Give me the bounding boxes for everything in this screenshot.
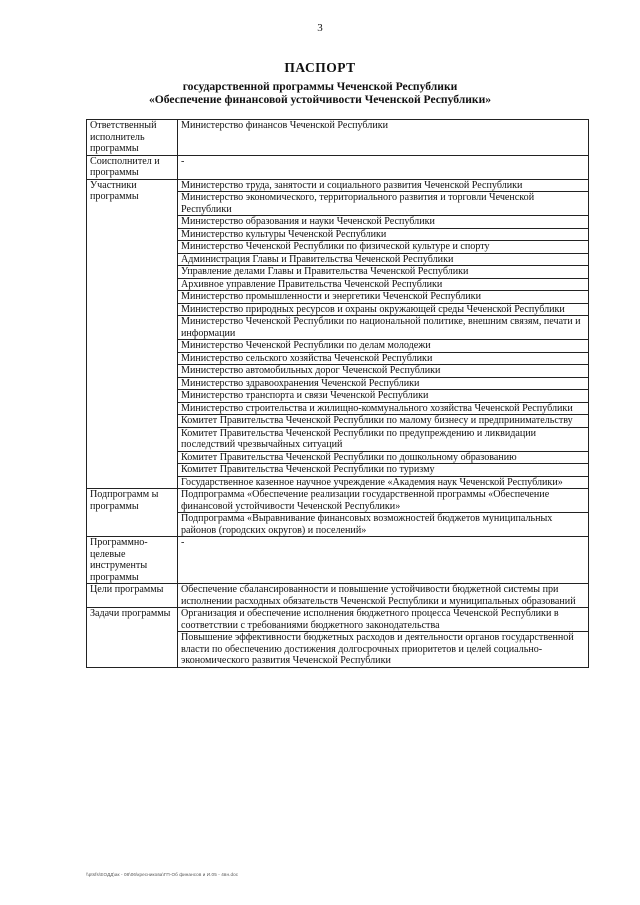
section-item: Комитет Правительства Чеченской Республики по дошкольному образованию — [178, 451, 589, 464]
section-label: Ответственный исполнитель программы — [87, 120, 178, 156]
section-item: Организация и обеспечение исполнения бюджетного процесса Чеченской Республики в соответствии с требованиями бюджетного законодательства — [178, 608, 589, 632]
passport-table — [86, 119, 589, 668]
section-label: Цели программы — [87, 584, 178, 608]
table-row — [87, 155, 589, 179]
table-row — [87, 537, 589, 584]
section-label: Участники программы — [87, 179, 178, 489]
section-label: Задачи программы — [87, 608, 178, 668]
section-item: Министерство образования и науки Чеченской Республики — [178, 216, 589, 229]
subtitle-line-1: государственной программы Чеченской Республики — [182, 80, 458, 93]
table-row — [87, 489, 589, 513]
section-item: Администрация Главы и Правительства Чеченской Республики — [178, 253, 589, 266]
section-item: Подпрограмма «Обеспечение реализации государственной программы «Обеспечение финансовой устойчивости Чеченской Республики» — [178, 489, 589, 513]
section-item: Министерство культуры Чеченской Республики — [178, 228, 589, 241]
document-subtitle — [0, 80, 640, 106]
section-item: Министерство экономического, территориального развития и торговли Чеченской Республики — [178, 192, 589, 216]
section-item: Министерство природных ресурсов и охраны окружающей среды Чеченской Республики — [178, 303, 589, 316]
section-item: Министерство промышленности и энергетики Чеченской Республики — [178, 291, 589, 304]
table-row — [87, 179, 589, 192]
section-item: - — [178, 155, 589, 179]
section-label: Соисполнител и программы — [87, 155, 178, 179]
section-item: Обеспечение сбалансированности и повышение устойчивости бюджетной системы при исполнении расходных обязательств Чеченской Республики и муниципальных образований — [178, 584, 589, 608]
table-row — [87, 584, 589, 608]
table-row — [87, 120, 589, 156]
section-item: Комитет Правительства Чеченской Республики по предупреждению и ликвидации последствий чрезвычайных ситуаций — [178, 427, 589, 451]
section-item: Министерство здравоохранения Чеченской Республики — [178, 377, 589, 390]
section-item: Министерство сельского хозяйства Чеченской Республики — [178, 352, 589, 365]
section-item: - — [178, 537, 589, 584]
section-item: Министерство автомобильных дорог Чеченской Республики — [178, 365, 589, 378]
section-item: Архивное управление Правительства Чеченской Республики — [178, 278, 589, 291]
section-item: Министерство труда, занятости и социального развития Чеченской Республики — [178, 179, 589, 192]
section-label: Программно-целевые инструменты программы — [87, 537, 178, 584]
section-item: Министерство Чеченской Республики по физической культуре и спорту — [178, 241, 589, 254]
section-item: Министерство транспорта и связи Чеченской Республики — [178, 390, 589, 403]
section-label: Подпрограмм ы программы — [87, 489, 178, 537]
section-item: Повышение эффективности бюджетных расходов и деятельности органов государственной власти по обеспечению достижения долгосрочных приоритетов и целей социально-экономического развития Чеченской Республики — [178, 632, 589, 668]
subtitle-line-2: «Обеспечение финансовой устойчивости Чеченской Республики» — [148, 93, 492, 106]
section-item: Министерство Чеченской Республики по национальной политике, внешним связям, печати и информации — [178, 316, 589, 340]
page-number: 3 — [317, 22, 323, 34]
section-item: Комитет Правительства Чеченской Республики по туризму — [178, 464, 589, 477]
section-item: Комитет Правительства Чеченской Республики по малому бизнесу и предпринимательству — [178, 415, 589, 428]
table-row — [87, 608, 589, 632]
section-item: Управление делами Главы и Правительства Чеченской Республики — [178, 266, 589, 279]
section-item: Министерство финансов Чеченской Республики — [178, 120, 589, 156]
file-path-footer: \\ptsfs\ЕОДД\ак - 08\06\кресникова\ГП-Об финансов и И.05 - 4вн.doc — [86, 872, 239, 877]
section-item: Подпрограмма «Выравнивание финансовых возможностей бюджетов муниципальных районов (городских округов) и поселений» — [178, 513, 589, 537]
section-item: Министерство Чеченской Республики по делам молодежи — [178, 340, 589, 353]
section-item: Государственное казенное научное учреждение «Академия наук Чеченской Республики» — [178, 476, 589, 489]
section-item: Министерство строительства и жилищно-коммунального хозяйства Чеченской Республики — [178, 402, 589, 415]
document-title: ПАСПОРТ — [284, 60, 356, 75]
